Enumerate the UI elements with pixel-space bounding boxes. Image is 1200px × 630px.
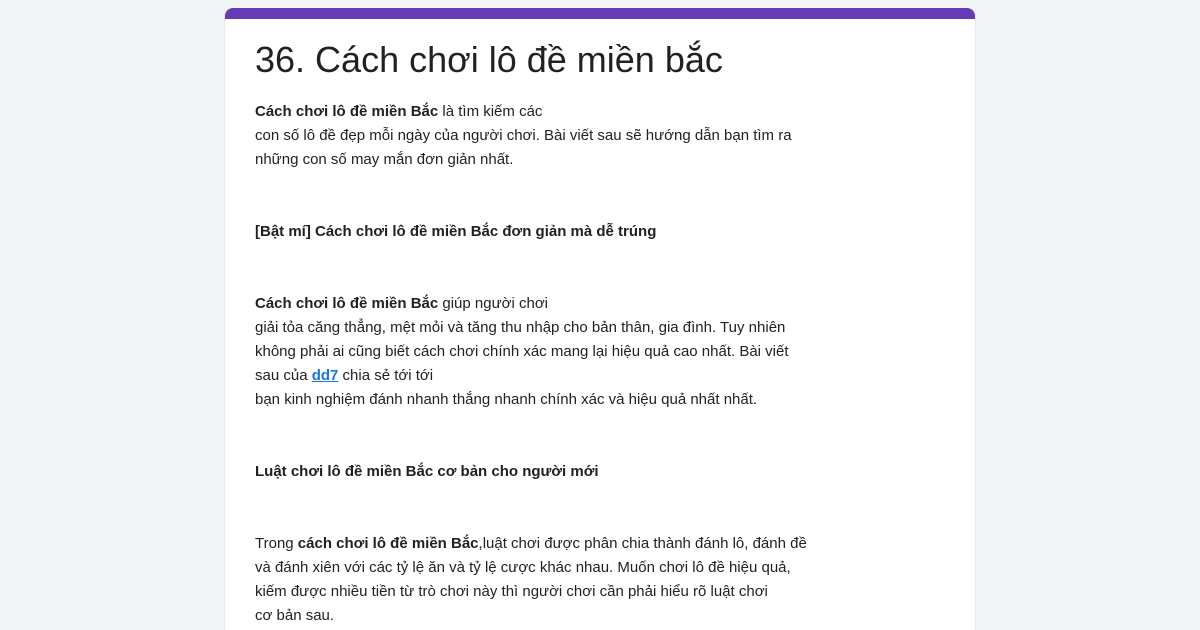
- form-accent-bar: [225, 8, 975, 19]
- form-card: [225, 8, 975, 630]
- paragraph-1-line-1: là tìm kiếm các: [438, 103, 543, 120]
- dd7-link[interactable]: dd7: [311, 367, 339, 384]
- heading-1: [Bật mí] Cách chơi lô đề miền Bắc đơn giản mà dễ trúng: [255, 223, 657, 240]
- form-header: [255, 38, 855, 628]
- paragraph-2-line-5: bạn kinh nghiệm đánh nhanh thắng nhanh chính xác và hiệu quả nhất nhất.: [255, 391, 758, 408]
- paragraph-1-line-3: những con số may mắn đơn giản nhất.: [255, 151, 514, 168]
- paragraph-2-line-4-post: chia sẻ tới tới: [338, 367, 434, 384]
- paragraph-3-pre: Trong: [255, 535, 298, 552]
- paragraph-1: [255, 100, 855, 172]
- form-description: [255, 100, 855, 628]
- paragraph-1-line-2: con số lô đề đẹp mỗi ngày của người chơi. Bài viết sau sẽ hướng dẫn bạn tìm ra: [255, 127, 792, 144]
- form-title: 36. Cách chơi lô đề miền bắc: [255, 39, 723, 80]
- paragraph-2-line-1: giúp người chơi: [438, 295, 548, 312]
- paragraph-1-bold: Cách chơi lô đề miền Bắc: [255, 103, 439, 120]
- paragraph-3: [255, 532, 855, 628]
- paragraph-3-line-4: cơ bản sau.: [255, 607, 335, 624]
- paragraph-3-line-1: ,luật chơi được phân chia thành đánh lô, đánh đề: [478, 535, 807, 552]
- heading-2: Luật chơi lô đề miền Bắc cơ bản cho người mới: [255, 463, 599, 480]
- paragraph-2-bold: Cách chơi lô đề miền Bắc: [255, 295, 439, 312]
- paragraph-2-line-2: giải tỏa căng thẳng, mệt mỏi và tăng thu nhập cho bản thân, gia đình. Tuy nhiên: [255, 319, 786, 336]
- paragraph-3-line-3: kiếm được nhiều tiền từ trò chơi này thì người chơi cần phải hiểu rõ luật chơi: [255, 583, 768, 600]
- paragraph-2-line-3: không phải ai cũng biết cách chơi chính xác mang lại hiệu quả cao nhất. Bài viết: [255, 343, 789, 360]
- paragraph-3-line-2: và đánh xiên với các tỷ lệ ăn và tỷ lệ cược khác nhau. Muốn chơi lô đề hiệu quả,: [255, 559, 791, 576]
- paragraph-2-line-4-pre: sau của: [255, 367, 312, 384]
- paragraph-2: [255, 292, 855, 412]
- paragraph-3-bold: cách chơi lô đề miền Bắc: [297, 535, 479, 552]
